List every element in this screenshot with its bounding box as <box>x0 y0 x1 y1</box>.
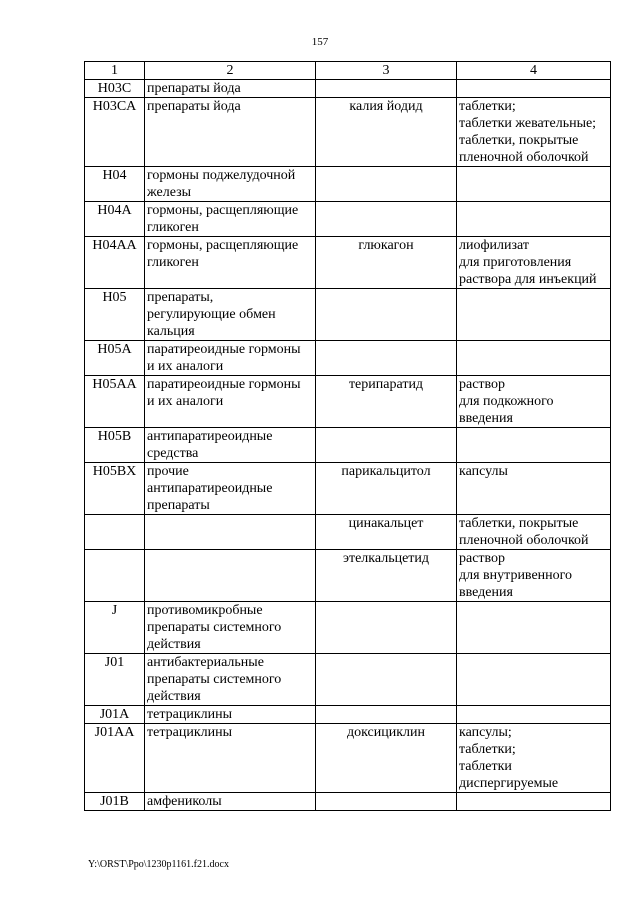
dosage-form-cell <box>457 167 611 202</box>
inn-cell: цинакальцет <box>316 515 457 550</box>
table-row <box>85 98 611 167</box>
atc-code-cell <box>85 515 145 550</box>
dosage-form-cell <box>457 724 611 793</box>
header-cell-2: 2 <box>145 62 316 80</box>
dosage-form-cell <box>457 341 611 376</box>
atc-code-cell: H05AA <box>85 376 145 428</box>
group-name-line: тетрациклины <box>147 725 232 740</box>
group-name-line: железы <box>147 185 192 200</box>
inn-cell <box>316 289 457 341</box>
group-name-cell <box>145 98 316 167</box>
atc-code-cell: J01A <box>85 706 145 724</box>
dosage-form-line: таблетки; <box>459 742 516 757</box>
group-name-cell <box>145 515 316 550</box>
group-name-line: гормоны поджелудочной <box>147 168 296 183</box>
inn-cell <box>316 202 457 237</box>
inn-cell <box>316 793 457 811</box>
dosage-form-cell <box>457 376 611 428</box>
table-row <box>85 463 611 515</box>
inn-cell: калия йодид <box>316 98 457 167</box>
inn-cell <box>316 428 457 463</box>
dosage-form-line: капсулы; <box>459 725 512 740</box>
atc-code-cell: H04 <box>85 167 145 202</box>
dosage-form-cell <box>457 515 611 550</box>
drug-table <box>84 61 611 811</box>
group-name-line: и их аналоги <box>147 394 224 409</box>
group-name-cell <box>145 602 316 654</box>
dosage-form-cell <box>457 550 611 602</box>
dosage-form-line: раствор <box>459 377 506 392</box>
table-row <box>85 167 611 202</box>
group-name-cell <box>145 463 316 515</box>
group-name-line: препараты, <box>147 290 214 305</box>
table-row <box>85 724 611 793</box>
atc-code-cell: H03C <box>85 80 145 98</box>
group-name-line: амфениколы <box>147 794 222 809</box>
dosage-form-line: для приготовления <box>459 255 572 270</box>
group-name-line: тетрациклины <box>147 707 232 722</box>
group-name-cell <box>145 167 316 202</box>
dosage-form-line: лиофилизат <box>459 238 530 253</box>
group-name-line: гормоны, расщепляющие <box>147 238 299 253</box>
table-body <box>85 62 611 811</box>
group-name-cell <box>145 706 316 724</box>
group-name-line: действия <box>147 689 201 704</box>
inn-cell: доксициклин <box>316 724 457 793</box>
group-name-line: препараты системного <box>147 620 282 635</box>
dosage-form-cell <box>457 202 611 237</box>
inn-cell: этелкальцетид <box>316 550 457 602</box>
table-row <box>85 654 611 706</box>
table-header-row <box>85 62 611 80</box>
group-name-cell <box>145 237 316 289</box>
dosage-form-line: таблетки <box>459 759 512 774</box>
dosage-form-cell <box>457 237 611 289</box>
group-name-cell <box>145 376 316 428</box>
dosage-form-cell <box>457 428 611 463</box>
atc-code-cell: J <box>85 602 145 654</box>
dosage-form-line: таблетки, покрытые <box>459 516 579 531</box>
group-name-cell <box>145 341 316 376</box>
dosage-form-cell <box>457 80 611 98</box>
dosage-form-line: для подкожного <box>459 394 554 409</box>
atc-code-cell: J01 <box>85 654 145 706</box>
table-row <box>85 428 611 463</box>
group-name-line: гормоны, расщепляющие <box>147 203 299 218</box>
atc-code-cell: H05 <box>85 289 145 341</box>
table-row <box>85 341 611 376</box>
atc-code-cell: H04AA <box>85 237 145 289</box>
dosage-form-line: таблетки жевательные; <box>459 116 597 131</box>
table-row <box>85 515 611 550</box>
group-name-line: гликоген <box>147 220 199 235</box>
inn-cell <box>316 654 457 706</box>
page-number: 157 <box>311 36 329 48</box>
dosage-form-cell <box>457 463 611 515</box>
dosage-form-cell <box>457 602 611 654</box>
table-row <box>85 289 611 341</box>
group-name-line: и их аналоги <box>147 359 224 374</box>
dosage-form-cell <box>457 706 611 724</box>
inn-cell <box>316 341 457 376</box>
atc-code-cell: H04A <box>85 202 145 237</box>
group-name-line: средства <box>147 446 199 461</box>
group-name-line: паратиреоидные гормоны <box>147 342 301 357</box>
group-name-line: препараты йода <box>147 99 241 114</box>
inn-cell: парикальцитол <box>316 463 457 515</box>
dosage-form-line: диспергируемые <box>459 776 559 791</box>
dosage-form-cell <box>457 98 611 167</box>
dosage-form-cell <box>457 793 611 811</box>
table-row <box>85 602 611 654</box>
group-name-cell <box>145 80 316 98</box>
atc-code-cell: J01B <box>85 793 145 811</box>
table-row <box>85 706 611 724</box>
table-row <box>85 793 611 811</box>
group-name-cell <box>145 289 316 341</box>
inn-cell <box>316 167 457 202</box>
group-name-cell <box>145 654 316 706</box>
dosage-form-line: введения <box>459 585 513 600</box>
group-name-line: антипаратиреоидные <box>147 429 273 444</box>
group-name-line: антипаратиреоидные <box>147 481 273 496</box>
dosage-form-line: раствора для инъекций <box>459 272 597 287</box>
group-name-cell <box>145 793 316 811</box>
dosage-form-cell <box>457 289 611 341</box>
group-name-line: прочие <box>147 464 189 479</box>
atc-code-cell <box>85 550 145 602</box>
atc-code-cell: J01AA <box>85 724 145 793</box>
inn-cell: терипаратид <box>316 376 457 428</box>
dosage-form-line: для внутривенного <box>459 568 573 583</box>
group-name-line: гликоген <box>147 255 199 270</box>
atc-code-cell: H05B <box>85 428 145 463</box>
group-name-line: антибактериальные <box>147 655 264 670</box>
group-name-cell <box>145 202 316 237</box>
group-name-line: противомикробные <box>147 603 263 618</box>
table-row <box>85 80 611 98</box>
group-name-line: паратиреоидные гормоны <box>147 377 301 392</box>
group-name-line: препараты системного <box>147 672 282 687</box>
dosage-form-line: раствор <box>459 551 506 566</box>
atc-code-cell: H05BX <box>85 463 145 515</box>
inn-cell <box>316 706 457 724</box>
group-name-cell <box>145 428 316 463</box>
dosage-form-line: пленочной оболочкой <box>459 150 589 165</box>
group-name-line: препараты <box>147 498 210 513</box>
table-row <box>85 202 611 237</box>
header-cell-1: 1 <box>85 62 145 80</box>
header-cell-4: 4 <box>457 62 611 80</box>
table-row <box>85 550 611 602</box>
dosage-form-line: таблетки; <box>459 99 516 114</box>
inn-cell <box>316 80 457 98</box>
atc-code-cell: H03CA <box>85 98 145 167</box>
dosage-form-line: капсулы <box>459 464 508 479</box>
dosage-form-line: пленочной оболочкой <box>459 533 589 548</box>
header-cell-3: 3 <box>316 62 457 80</box>
table-row <box>85 237 611 289</box>
group-name-line: кальция <box>147 324 195 339</box>
dosage-form-line: введения <box>459 411 513 426</box>
inn-cell: глюкагон <box>316 237 457 289</box>
group-name-line: действия <box>147 637 201 652</box>
footer-file-path: Y:\ORST\Ppo\1230p1161.f21.docx <box>88 859 229 870</box>
dosage-form-cell <box>457 654 611 706</box>
group-name-cell <box>145 724 316 793</box>
inn-cell <box>316 602 457 654</box>
table-row <box>85 376 611 428</box>
group-name-cell <box>145 550 316 602</box>
atc-code-cell: H05A <box>85 341 145 376</box>
group-name-line: препараты йода <box>147 81 241 96</box>
dosage-form-line: таблетки, покрытые <box>459 133 579 148</box>
group-name-line: регулирующие обмен <box>147 307 276 322</box>
